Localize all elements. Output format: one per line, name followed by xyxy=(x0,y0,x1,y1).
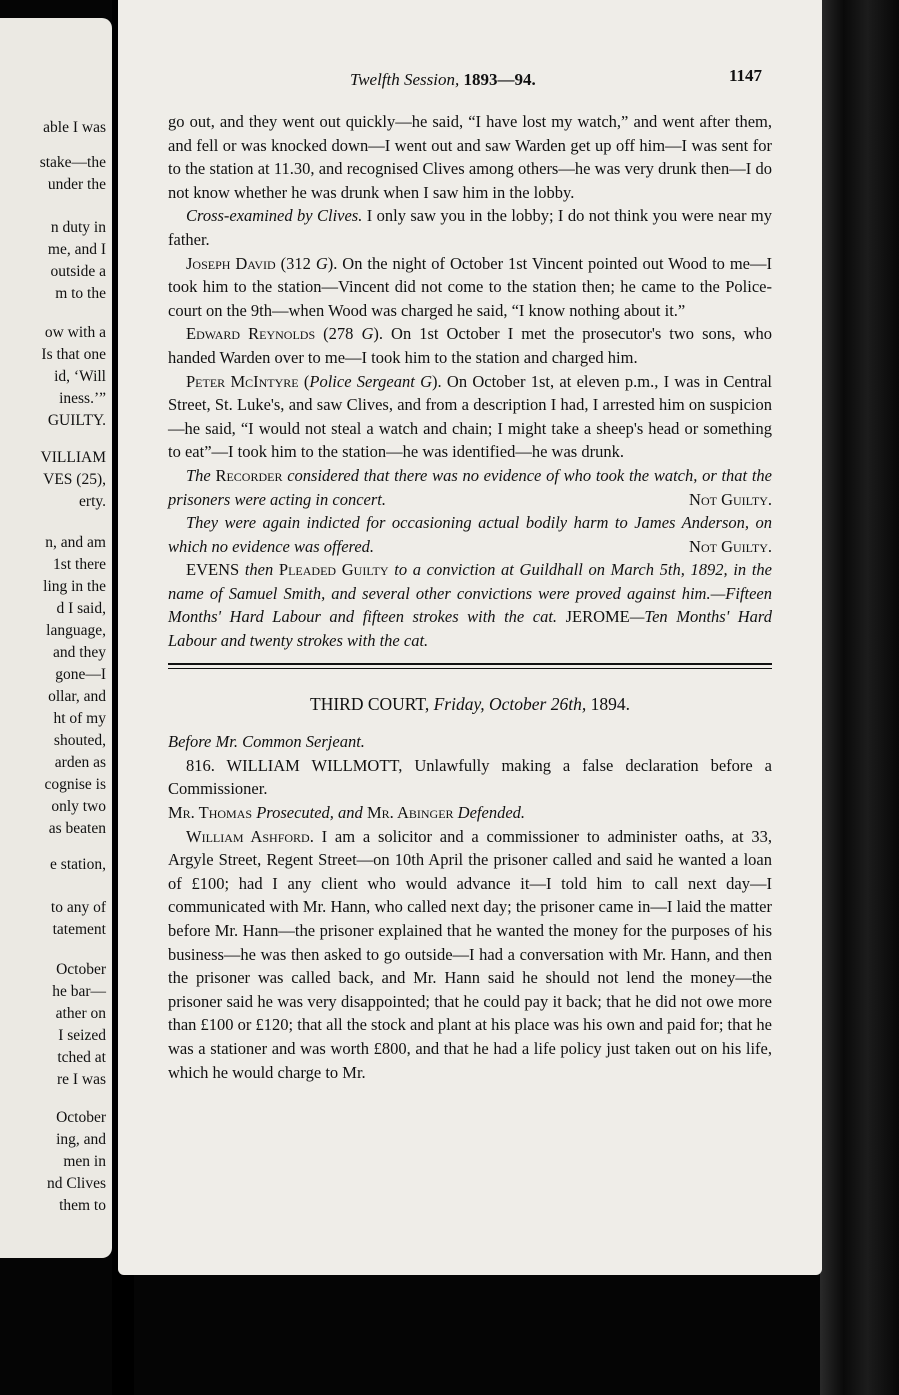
section-divider xyxy=(168,663,772,669)
defendant-name: EVENS xyxy=(186,560,240,580)
paragraph: The Recorder considered that there was no evidence of who took the watch, or that the prisoners were acting in concert. Not Guilty. xyxy=(168,464,772,511)
left-page-line: e station, xyxy=(50,856,106,873)
left-page-line: only two xyxy=(51,798,106,815)
left-page-line: cognise is xyxy=(44,776,106,793)
defendant-name: JEROME xyxy=(565,607,630,627)
cross-exam-label: Cross-examined by Clives. xyxy=(186,206,363,226)
left-page-line: nd Clives xyxy=(47,1175,106,1192)
left-page-line: ow with a xyxy=(44,324,106,341)
paragraph: Peter McIntyre (Police Sergeant G). On October 1st, at eleven p.m., I was in Central Street, St. Luke's, and saw Clives, and from a description I had, I arrested him on suspicion—he said, “I would not steal a watch and chain; I might take a sheep's head or something to eat”—I took him to the station—he was identified—he was drunk. xyxy=(168,371,772,462)
witness-name: Peter McIntyre xyxy=(186,371,299,391)
left-page-line: men in xyxy=(63,1153,106,1170)
verdict: Not Guilty. xyxy=(689,536,772,556)
page-edge xyxy=(820,0,899,1395)
left-page-line: re I was xyxy=(56,1071,106,1088)
paragraph: EVENS then Pleaded Guilty to a conviction at Guildhall on March 5th, 1892, in the name of Samuel Smith, and several other convictions were proved against him.—Fifteen Months' Hard Labour and fifteen strokes with the cat. JEROME—Ten Months' Hard Labour and twenty strokes with the cat. xyxy=(168,560,772,651)
verdict: Not Guilty. xyxy=(689,489,772,509)
left-page-line: 1st there xyxy=(53,556,106,573)
paragraph: William Ashford. I am a solicitor and a commissioner to administer oaths, at 33, Argyle Street, Regent Street—on 10th April the prisoner called and said he wanted a loan of £100; had I any client who would advance it—I told him to call next day—I communicated with Mr. Hann, who called next day; the prisoner came in—I laid the matter before Mr. Hann—the prisoner explained that he wanted the money for the purposes of his business—he was then asked to go outside—I had a conversation with Mr. Hann, and then the prisoner was called back, and Mr. Hann said he should not lend the money—the prisoner said he was very disappointed; that he could pay it back; that he did not owe more than £100 or £120; that all the stock and plant at his place was his own and paid for; that he was a stationer and was worth £800, and that he had a life policy just taken out on his life, which he would charge to Mr. xyxy=(168,826,772,1082)
left-page-line: ht of my xyxy=(53,710,106,727)
case-number: 816. xyxy=(186,755,215,775)
witness-name: Edward Reynolds xyxy=(186,324,316,344)
paragraph: Cross-examined by Clives. I only saw you in the lobby; I do not think you were near my father. xyxy=(168,206,772,249)
left-page-line: outside a xyxy=(50,263,106,280)
left-page-line: ollar, and xyxy=(48,688,106,705)
left-page-line: and they xyxy=(53,644,106,661)
page-number: 1147 xyxy=(729,66,763,85)
left-page-line: under the xyxy=(47,176,106,193)
left-page-line: n duty in xyxy=(50,219,106,236)
case-heading: 816. WILLIAM WILLMOTT, Unlawfully making a false declaration before a Commissioner. xyxy=(168,755,772,799)
left-page-line: I seized xyxy=(58,1027,106,1044)
left-page-line: tched at xyxy=(57,1049,106,1066)
left-page-line: me, and I xyxy=(47,241,106,258)
left-page-line: m to the xyxy=(55,285,106,302)
witness-name: William Ashford. xyxy=(186,826,314,846)
left-page-line: Is that one xyxy=(41,346,106,363)
left-page-line: ather on xyxy=(55,1005,106,1022)
left-page-line: to any of xyxy=(50,899,106,916)
left-page-line: language, xyxy=(46,622,106,639)
left-page-line: VES (25), xyxy=(43,471,106,488)
paragraph: Joseph David (312 G). On the night of October 1st Vincent pointed out Wood to me—I took him to the station—Vincent did not come to the station then; he came to the Police-court on the 9th—when Wood was charged he said, “I know nothing about it.” xyxy=(168,253,772,320)
left-page-line: October xyxy=(56,961,106,978)
left-page xyxy=(0,18,112,1258)
left-page-line: d I said, xyxy=(56,600,106,617)
paragraph: go out, and they went out quickly—he said, “I have lost my watch,” and went after them, and fell or was knocked down—I went out and saw Warden get up off him—I was sent for to the station at 11.30, and recognised Clives among others—he was very drunk then—I do not know whether he was drunk when I saw him in the lobby. xyxy=(168,112,772,202)
left-page-line: ling in the xyxy=(43,578,106,595)
paragraph: They were again indicted for occasioning actual bodily harm to James Anderson, on which no evidence was offered. Not Guilty. xyxy=(168,511,772,558)
left-page-line: GUILTY. xyxy=(47,412,106,429)
counsel-line: Mr. Thomas Prosecuted, and Mr. Abinger Defended. xyxy=(168,803,526,823)
witness-name: Joseph David xyxy=(186,253,276,273)
left-page-line: id, ‘Will xyxy=(54,368,106,385)
left-page-line: shouted, xyxy=(53,732,106,749)
left-page-line: them to xyxy=(59,1197,106,1214)
left-page-line: able I was xyxy=(43,119,106,136)
left-page-line: arden as xyxy=(54,754,106,771)
running-header xyxy=(350,70,536,90)
left-page-line: stake—the xyxy=(39,154,106,171)
left-page-line: ing, and xyxy=(56,1131,106,1148)
left-page-line: n, and am xyxy=(45,534,106,551)
left-page-line: he bar— xyxy=(52,983,106,1000)
left-page-line: as beaten xyxy=(48,820,106,837)
left-page-line: tatement xyxy=(52,921,106,938)
left-page-line: October xyxy=(56,1109,106,1126)
left-page-line: iness.’” xyxy=(59,390,106,407)
defendant-name: WILLIAM WILLMOTT, xyxy=(226,755,403,775)
court-heading: THIRD COURT, Friday, October 26th, 1894. xyxy=(310,693,630,714)
paragraph: Edward Reynolds (278 G). On 1st October I met the prosecutor's two sons, who handed Warden over to me—I took him to the station and charged him. xyxy=(168,324,772,367)
judge-line: Before Mr. Common Serjeant. xyxy=(168,732,365,752)
left-page-line: gone—I xyxy=(55,666,106,683)
left-page-line: erty. xyxy=(79,493,106,510)
body-text xyxy=(168,110,772,1084)
left-page-line: VILLIAM xyxy=(40,449,106,466)
session-label: Twelfth Session, xyxy=(350,70,460,89)
session-years: 1893—94. xyxy=(463,70,536,89)
